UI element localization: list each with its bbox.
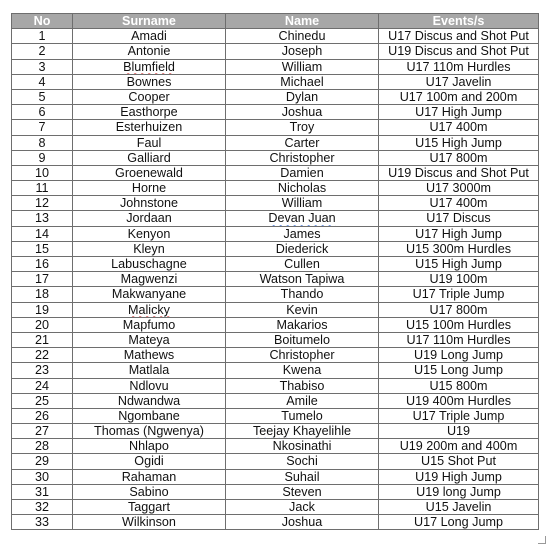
surname-cell: Ndlovu	[73, 378, 226, 393]
header-events: Events/s	[379, 14, 539, 29]
surname-cell: Kenyon	[73, 226, 226, 241]
table-row	[12, 181, 539, 196]
name-cell: Amile	[226, 393, 379, 408]
table-body	[12, 29, 539, 530]
name-cell: Thando	[226, 287, 379, 302]
header-name: Name	[226, 14, 379, 29]
event-cell: U19 Discus and Shot Put	[379, 44, 539, 59]
name-cell: William	[226, 196, 379, 211]
table-row	[12, 439, 539, 454]
table-row	[12, 89, 539, 104]
row-number: 2	[12, 44, 73, 59]
header-no: No	[12, 14, 73, 29]
row-number: 16	[12, 257, 73, 272]
row-number: 32	[12, 500, 73, 515]
event-cell: U17 Long Jump	[379, 515, 539, 530]
table-row	[12, 74, 539, 89]
name-cell: Watson Tapiwa	[226, 272, 379, 287]
table-row	[12, 393, 539, 408]
event-cell: U15 High Jump	[379, 257, 539, 272]
surname-cell: Galliard	[73, 150, 226, 165]
table-row	[12, 135, 539, 150]
row-number: 5	[12, 89, 73, 104]
surname-cell: Easthorpe	[73, 105, 226, 120]
table-row	[12, 424, 539, 439]
table-row	[12, 120, 539, 135]
surname-cell: Wilkinson	[73, 515, 226, 530]
event-cell: U15 800m	[379, 378, 539, 393]
table-row	[12, 317, 539, 332]
name-cell: Carter	[226, 135, 379, 150]
row-number: 12	[12, 196, 73, 211]
name-cell: Michael	[226, 74, 379, 89]
surname-cell: Makwanyane	[73, 287, 226, 302]
table-row	[12, 408, 539, 423]
row-number: 14	[12, 226, 73, 241]
table-row	[12, 348, 539, 363]
row-number: 28	[12, 439, 73, 454]
row-number: 19	[12, 302, 73, 317]
name-cell: Jack	[226, 500, 379, 515]
event-cell: U19 100m	[379, 272, 539, 287]
event-cell: U17 High Jump	[379, 105, 539, 120]
event-cell: U17 Discus	[379, 211, 539, 226]
row-number: 26	[12, 408, 73, 423]
name-cell: James	[226, 226, 379, 241]
surname-cell: Nhlapo	[73, 439, 226, 454]
event-cell: U17 400m	[379, 120, 539, 135]
row-number: 18	[12, 287, 73, 302]
event-cell: U17 800m	[379, 150, 539, 165]
surname-cell: Jordaan	[73, 211, 226, 226]
surname-cell: Thomas (Ngwenya)	[73, 424, 226, 439]
surname-cell: Cooper	[73, 89, 226, 104]
table-row	[12, 363, 539, 378]
table-row	[12, 226, 539, 241]
row-number: 13	[12, 211, 73, 226]
event-cell: U19 Long Jump	[379, 348, 539, 363]
table-row	[12, 332, 539, 347]
table-row	[12, 454, 539, 469]
name-cell: Diederick	[226, 241, 379, 256]
event-cell: U17 400m	[379, 196, 539, 211]
surname-cell: Antonie	[73, 44, 226, 59]
event-cell: U15 100m Hurdles	[379, 317, 539, 332]
athletes-table-container	[11, 13, 538, 530]
table-row	[12, 44, 539, 59]
row-number: 15	[12, 241, 73, 256]
table-row	[12, 484, 539, 499]
name-cell: Nicholas	[226, 181, 379, 196]
surname-cell: Bownes	[73, 74, 226, 89]
name-cell: Cullen	[226, 257, 379, 272]
name-cell: Nkosinathi	[226, 439, 379, 454]
surname-cell: Matlala	[73, 363, 226, 378]
row-number: 8	[12, 135, 73, 150]
event-cell: U17 110m Hurdles	[379, 59, 539, 74]
table-row	[12, 241, 539, 256]
event-cell: U15 Long Jump	[379, 363, 539, 378]
row-number: 10	[12, 165, 73, 180]
table-row	[12, 302, 539, 317]
event-cell: U15 Shot Put	[379, 454, 539, 469]
name-cell: Makarios	[226, 317, 379, 332]
event-cell: U19 long Jump	[379, 484, 539, 499]
name-cell: Christopher	[226, 348, 379, 363]
row-number: 25	[12, 393, 73, 408]
event-cell: U15 High Jump	[379, 135, 539, 150]
event-cell: U17 Triple Jump	[379, 287, 539, 302]
event-cell: U17 110m Hurdles	[379, 332, 539, 347]
surname-cell: Amadi	[73, 29, 226, 44]
table-row	[12, 378, 539, 393]
table-row	[12, 272, 539, 287]
row-number: 33	[12, 515, 73, 530]
row-number: 29	[12, 454, 73, 469]
name-cell: Teejay Khayelihle	[226, 424, 379, 439]
surname-cell: Taggart	[73, 500, 226, 515]
name-cell: Troy	[226, 120, 379, 135]
surname-cell: Johnstone	[73, 196, 226, 211]
table-row	[12, 196, 539, 211]
table-row	[12, 105, 539, 120]
row-number: 22	[12, 348, 73, 363]
table-row	[12, 500, 539, 515]
athletes-table	[11, 13, 539, 530]
name-cell: Devan Juan	[226, 211, 379, 226]
row-number: 7	[12, 120, 73, 135]
name-cell: Kevin	[226, 302, 379, 317]
table-row	[12, 287, 539, 302]
surname-cell: Esterhuizen	[73, 120, 226, 135]
name-cell: Joseph	[226, 44, 379, 59]
row-number: 20	[12, 317, 73, 332]
event-cell: U19 400m Hurdles	[379, 393, 539, 408]
name-cell: Suhail	[226, 469, 379, 484]
row-number: 11	[12, 181, 73, 196]
name-cell: Dylan	[226, 89, 379, 104]
row-number: 30	[12, 469, 73, 484]
table-row	[12, 257, 539, 272]
row-number: 17	[12, 272, 73, 287]
row-number: 31	[12, 484, 73, 499]
event-cell: U17 800m	[379, 302, 539, 317]
name-cell: William	[226, 59, 379, 74]
name-cell: Chinedu	[226, 29, 379, 44]
row-number: 1	[12, 29, 73, 44]
table-row	[12, 29, 539, 44]
surname-cell: Ogidi	[73, 454, 226, 469]
row-number: 27	[12, 424, 73, 439]
event-cell: U17 Discus and Shot Put	[379, 29, 539, 44]
table-row	[12, 211, 539, 226]
table-header-row	[12, 14, 539, 29]
surname-cell: Ngombane	[73, 408, 226, 423]
event-cell: U19 Discus and Shot Put	[379, 165, 539, 180]
event-cell: U19 200m and 400m	[379, 439, 539, 454]
name-cell: Steven	[226, 484, 379, 499]
event-cell: U17 3000m	[379, 181, 539, 196]
table-row	[12, 515, 539, 530]
name-cell: Damien	[226, 165, 379, 180]
name-cell: Boitumelo	[226, 332, 379, 347]
row-number: 9	[12, 150, 73, 165]
surname-cell: Rahaman	[73, 469, 226, 484]
surname-cell: Faul	[73, 135, 226, 150]
row-number: 21	[12, 332, 73, 347]
surname-cell: Malicky	[73, 302, 226, 317]
event-cell: U19	[379, 424, 539, 439]
name-cell: Sochi	[226, 454, 379, 469]
event-cell: U19 High Jump	[379, 469, 539, 484]
table-row	[12, 165, 539, 180]
event-cell: U15 300m Hurdles	[379, 241, 539, 256]
event-cell: U17 Triple Jump	[379, 408, 539, 423]
name-cell: Joshua	[226, 515, 379, 530]
name-cell: Thabiso	[226, 378, 379, 393]
surname-cell: Blumfield	[73, 59, 226, 74]
surname-cell: Magwenzi	[73, 272, 226, 287]
surname-cell: Kleyn	[73, 241, 226, 256]
name-cell: Joshua	[226, 105, 379, 120]
row-number: 6	[12, 105, 73, 120]
surname-cell: Ndwandwa	[73, 393, 226, 408]
row-number: 3	[12, 59, 73, 74]
name-cell: Christopher	[226, 150, 379, 165]
name-cell: Tumelo	[226, 408, 379, 423]
surname-cell: Groenewald	[73, 165, 226, 180]
surname-cell: Horne	[73, 181, 226, 196]
surname-cell: Mateya	[73, 332, 226, 347]
table-row	[12, 150, 539, 165]
event-cell: U17 100m and 200m	[379, 89, 539, 104]
resize-corner-icon	[538, 536, 546, 544]
surname-cell: Mathews	[73, 348, 226, 363]
surname-cell: Labuschagne	[73, 257, 226, 272]
surname-cell: Mapfumo	[73, 317, 226, 332]
row-number: 24	[12, 378, 73, 393]
row-number: 4	[12, 74, 73, 89]
header-surname: Surname	[73, 14, 226, 29]
table-row	[12, 469, 539, 484]
event-cell: U15 Javelin	[379, 500, 539, 515]
event-cell: U17 High Jump	[379, 226, 539, 241]
table-row	[12, 59, 539, 74]
name-cell: Kwena	[226, 363, 379, 378]
event-cell: U17 Javelin	[379, 74, 539, 89]
row-number: 23	[12, 363, 73, 378]
surname-cell: Sabino	[73, 484, 226, 499]
